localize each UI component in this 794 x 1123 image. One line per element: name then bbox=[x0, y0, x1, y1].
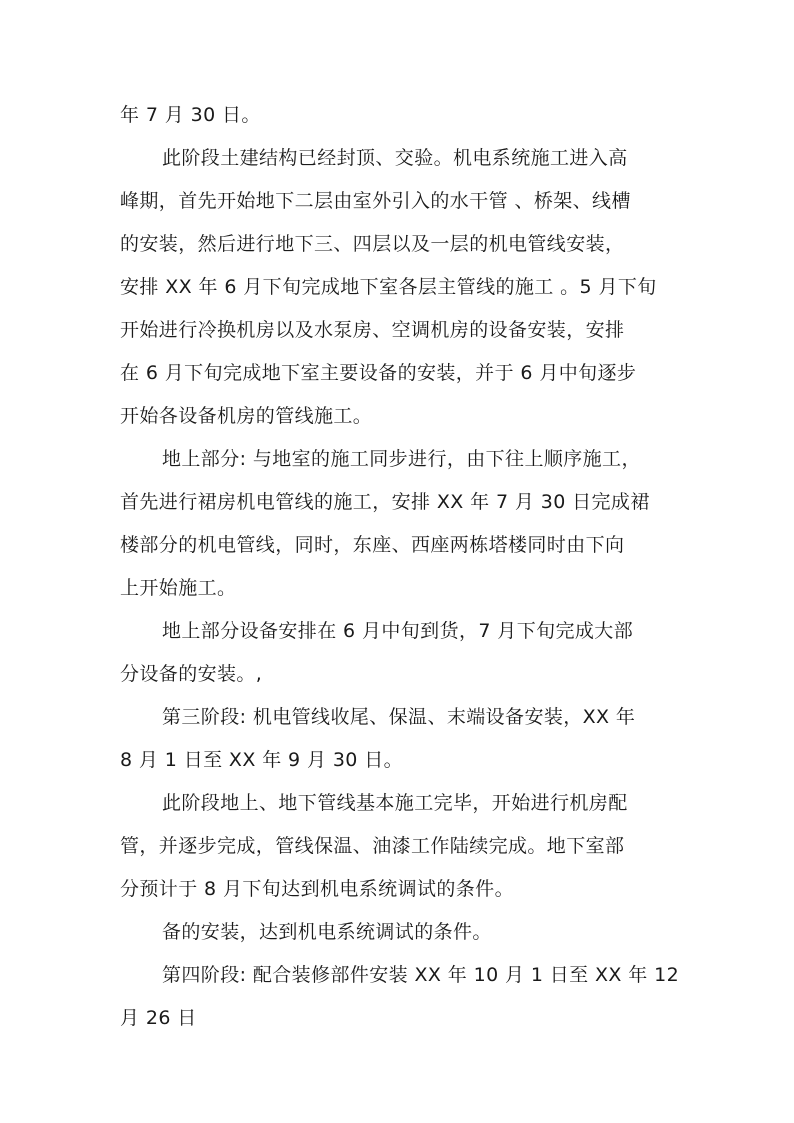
text-line: 此阶段地上、地下管线基本施工完毕，开始进行机房配 bbox=[162, 792, 628, 814]
text-line: 备的安装，达到机电系统调试的条件。 bbox=[162, 921, 492, 943]
text-line: 管，并逐步完成，管线保温、油漆工作陆续完成。地下室部 bbox=[120, 835, 625, 857]
text-line: 在 6 月下旬完成地下室主要设备的安装，并于 6 月中旬逐步 bbox=[120, 362, 637, 384]
text-line: 首先进行裙房机电管线的施工，安排 XX 年 7 月 30 日完成裙 bbox=[120, 491, 650, 513]
text-line: 楼部分的机电管线，同时，东座、西座两栋塔楼同时由下向 bbox=[120, 534, 625, 556]
text-line: 地上部分: 与地室的施工同步进行，由下往上顺序施工， bbox=[162, 448, 641, 470]
text-line: 8 月 1 日至 XX 年 9 月 30 日。 bbox=[120, 749, 404, 771]
text-line: 分设备的安装。, bbox=[120, 663, 263, 685]
text-line: 年 7 月 30 日。 bbox=[120, 104, 261, 126]
text-line: 的安装，然后进行地下三、四层以及一层的机电管线安装， bbox=[120, 233, 625, 255]
text-line: 开始各设备机房的管线施工。 bbox=[120, 405, 373, 427]
text-line: 月 26 日 bbox=[120, 1007, 197, 1029]
text-line: 安排 XX 年 6 月下旬完成地下室各层主管线的施工 。5 月下旬 bbox=[120, 276, 657, 298]
text-line: 分预计于 8 月下旬达到机电系统调试的条件。 bbox=[120, 878, 514, 900]
text-line: 峰期，首先开始地下二层由室外引入的水干管 、桥架、线槽 bbox=[120, 190, 631, 212]
text-line: 此阶段土建结构已经封顶、交验。机电系统施工进入高 bbox=[162, 147, 628, 169]
text-line: 开始进行冷换机房以及水泵房、空调机房的设备安装，安排 bbox=[120, 319, 625, 341]
text-line: 地上部分设备安排在 6 月中旬到货，7 月下旬完成大部 bbox=[162, 620, 634, 642]
text-line: 上开始施工。 bbox=[120, 577, 237, 599]
text-line: 第三阶段: 机电管线收尾、保温、末端设备安装，XX 年 bbox=[162, 706, 636, 728]
text-line: 第四阶段: 配合装修部件安装 XX 年 10 月 1 日至 XX 年 12 bbox=[162, 964, 680, 986]
